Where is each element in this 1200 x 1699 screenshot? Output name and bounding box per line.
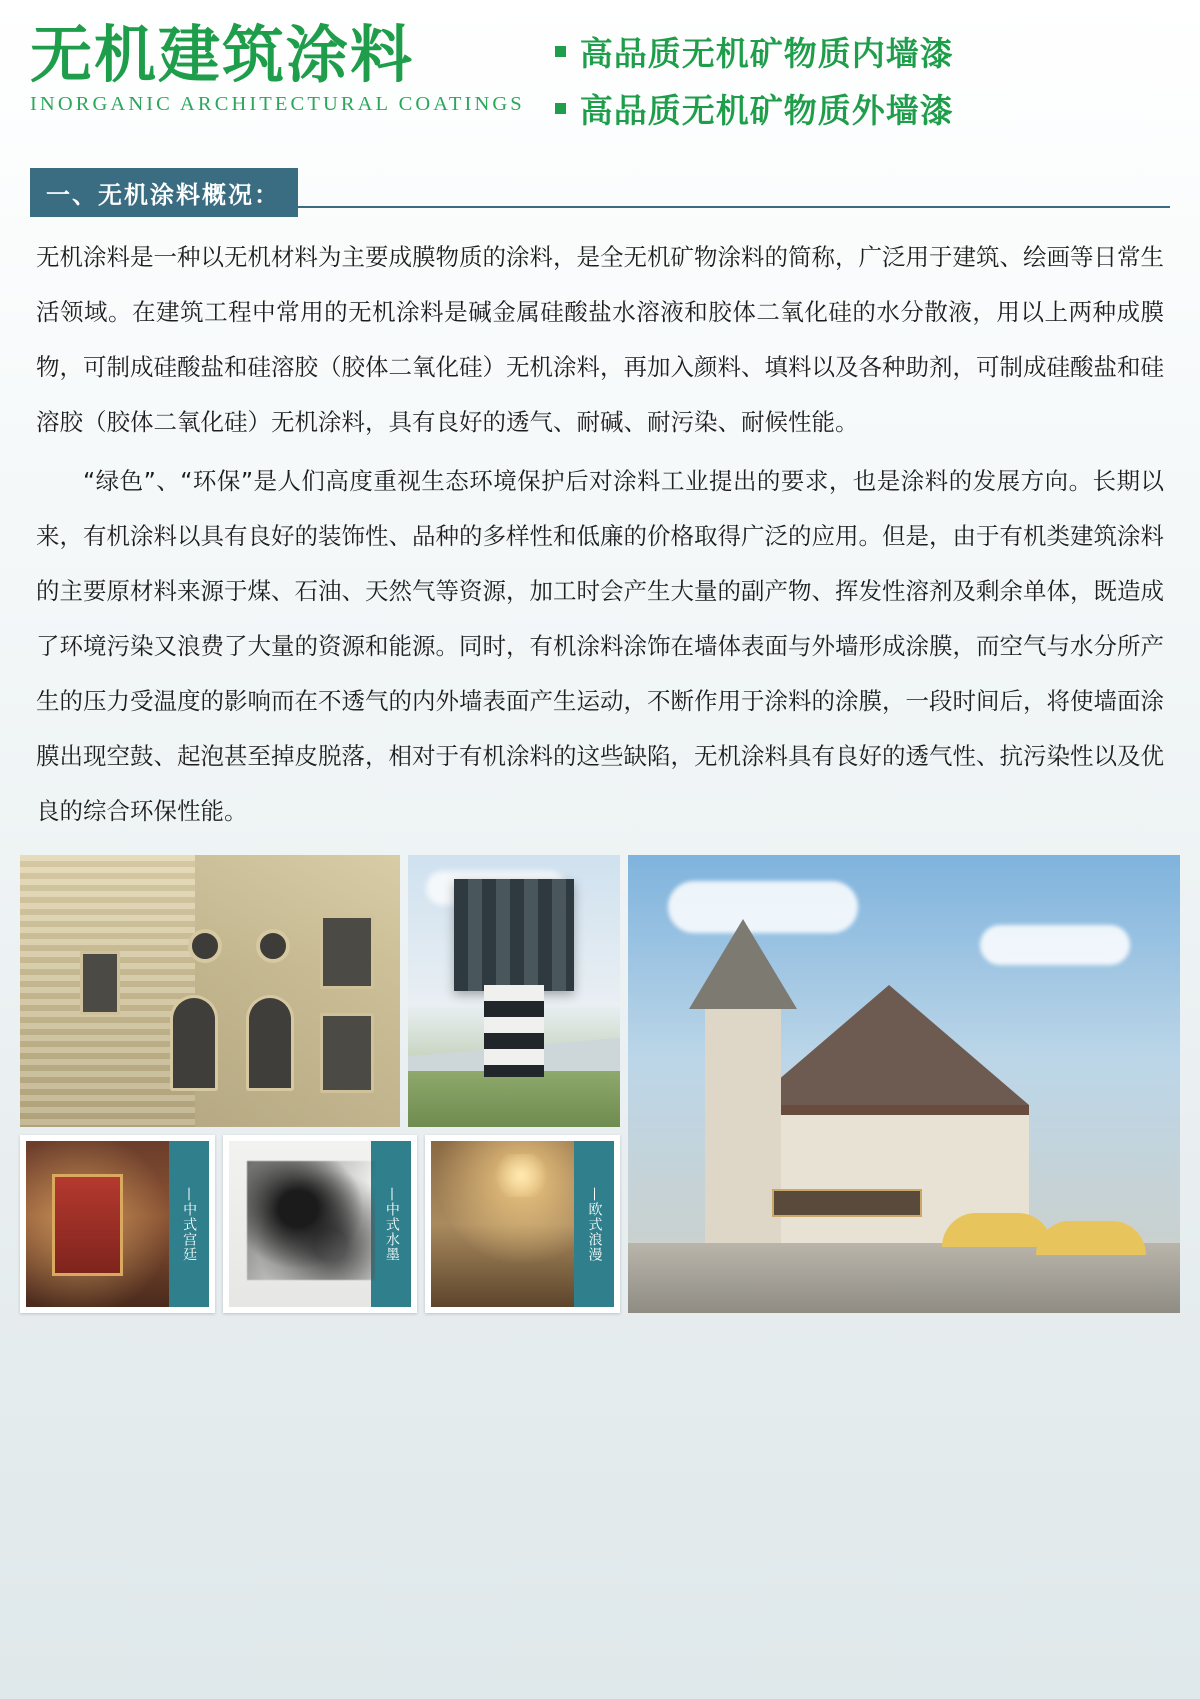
highlight-label: 高品质无机矿物质内墙漆: [579, 34, 954, 73]
page-header: [0, 0, 1200, 148]
parasol-icon: [1036, 1221, 1146, 1255]
page-title: 无机建筑涂料: [30, 18, 415, 91]
tower-base-column: [484, 985, 544, 1077]
window-icon: [80, 951, 120, 1015]
round-window-icon: [188, 929, 222, 963]
highlight-item: [555, 85, 1170, 132]
arched-window-icon: [246, 995, 294, 1091]
cloud-icon: [980, 925, 1130, 965]
window-icon: [320, 1013, 374, 1093]
brand-block: [30, 18, 535, 116]
european-romantic-interior-thumb: [425, 1135, 620, 1313]
gallery-top-row: [20, 855, 620, 1127]
thumbnail-label: —中式水墨: [371, 1141, 411, 1307]
page-subtitle-english: INORGANIC ARCHITECTURAL COATINGS: [30, 93, 525, 116]
section-heading-wrapper: [30, 168, 1170, 212]
highlight-item: [555, 28, 1170, 75]
european-timber-framed-house-photo: [628, 855, 1180, 1313]
highlight-label: 高品质无机矿物质外墙漆: [579, 91, 954, 130]
chinese-palace-interior-thumb: [20, 1135, 215, 1313]
gallery-thumbnail-row: [20, 1135, 620, 1313]
modern-tower-architecture-photo: [408, 855, 620, 1127]
square-bullet-icon: [555, 46, 566, 57]
photo-gallery: [20, 855, 1180, 1313]
parasol-icon: [942, 1213, 1052, 1247]
lawn-ground: [408, 1071, 620, 1127]
tower-top-block: [454, 879, 574, 991]
article-body: [36, 230, 1164, 839]
section-heading: 一、无机涂料概况：: [30, 168, 298, 217]
chinese-ink-wash-texture-thumb: [223, 1135, 418, 1313]
square-bullet-icon: [555, 103, 566, 114]
paragraph-overview: 无机涂料是一种以无机材料为主要成膜物质的涂料，是全无机矿物涂料的简称，广泛用于建筑、绘画等日常生活领域。在建筑工程中常用的无机涂料是碱金属硅酸盐水溶液和胶体二氧化硅的水分散液，用以上两种成膜物，可制成硅酸盐和硅溶胶（胶体二氧化硅）无机涂料，再加入颜料、填料以及各种助剂，可制成硅酸盐和硅溶胶（胶体二氧化硅）无机涂料，具有良好的透气、耐碱、耐污染、耐候性能。: [36, 243, 1164, 436]
shop-sign: [772, 1189, 922, 1217]
thumbnail-label: —中式宫廷: [169, 1141, 209, 1307]
classical-building-facade-photo: [20, 855, 400, 1127]
arched-window-icon: [170, 995, 218, 1091]
thumbnail-label: —欧式浪漫: [574, 1141, 614, 1307]
header-highlights: [535, 22, 1170, 142]
round-window-icon: [256, 929, 290, 963]
window-icon: [320, 915, 374, 989]
paragraph-green-environment: “绿色”、“环保”是人们高度重视生态环境保护后对涂料工业提出的要求，也是涂料的发展方向。长期以来，有机涂料以具有良好的装饰性、品种的多样性和低廉的价格取得广泛的应用。但是，由于有机类建筑涂料的主要原材料来源于煤、石油、天然气等资源，加工时会产生大量的副产物、挥发性溶剂及剩余单体，既造成了环境污染又浪费了大量的资源和能源。同时，有机涂料涂饰在墙体表面与外墙形成涂膜，而空气与水分所产生的压力受温度的影响而在不透气的内外墙表面产生运动，不断作用于涂料的涂膜，一段时间后，将使墙面涂膜出现空鼓、起泡甚至掉皮脱落，相对于有机涂料的这些缺陷，无机涂料具有良好的透气性、抗污染性以及优良的综合环保性能。: [36, 467, 1164, 825]
gallery-left-column: [20, 855, 620, 1313]
